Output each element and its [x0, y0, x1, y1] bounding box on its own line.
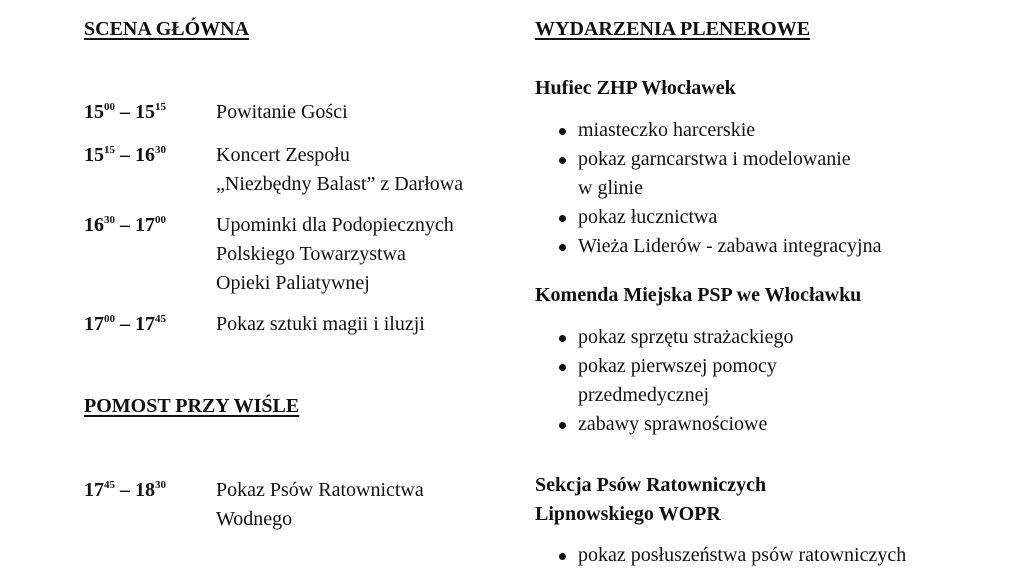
organizer-name: Hufiec ZHP Włocławek	[535, 77, 736, 99]
event-description: Upominki dla Podopiecznych Polskiego Towarzystwa Opieki Paliatywnej	[216, 214, 454, 294]
list-item: pokaz łucznictwa	[535, 203, 881, 232]
organizer-name: Komenda Miejska PSP we Włocławku	[535, 284, 862, 306]
pomost-heading: POMOST PRZY WIŚLE	[84, 395, 300, 417]
list-item: miasteczko harcerskie	[535, 116, 881, 145]
scena-glowna-heading: SCENA GŁÓWNA	[84, 18, 250, 40]
activity-list	[535, 541, 906, 570]
wydarzenia-heading: WYDARZENIA PLENEROWE	[535, 18, 811, 40]
activity-list	[535, 323, 793, 439]
time-range: $15^{15} - 16^{30}$	[84, 144, 166, 166]
activity-list	[535, 116, 881, 261]
event-description: Pokaz sztuki magii i iluzji	[216, 313, 425, 335]
list-item: pokaz pierwszej pomocy	[535, 352, 793, 381]
event-description: Powitanie Gości	[216, 101, 348, 123]
time-range: $16^{30} - 17^{00}$	[84, 214, 166, 236]
list-item: zabawy sprawnościowe	[535, 410, 793, 439]
time-range: $17^{45} - 18^{30}$	[84, 479, 166, 501]
organizer-name: Sekcja Psów Ratowniczych Lipnowskiego WOPR	[535, 474, 767, 525]
time-range: $17^{00} - 17^{45}$	[84, 313, 166, 335]
list-item-continuation: przedmedycznej	[578, 384, 710, 406]
event-description: Pokaz Psów Ratownictwa Wodnego	[216, 479, 424, 530]
event-description: Koncert Zespołu „Niezbędny Balast” z Darłowa	[216, 144, 464, 195]
list-item-continuation: w glinie	[578, 177, 643, 199]
time-range: $15^{00} - 15^{15}$	[84, 101, 166, 123]
list-item: pokaz posłuszeństwa psów ratowniczych	[535, 541, 906, 570]
list-item: pokaz sprzętu strażackiego	[535, 323, 793, 352]
list-item: pokaz garncarstwa i modelowanie	[535, 145, 881, 174]
list-item: Wieża Liderów - zabawa integracyjna	[535, 232, 881, 261]
